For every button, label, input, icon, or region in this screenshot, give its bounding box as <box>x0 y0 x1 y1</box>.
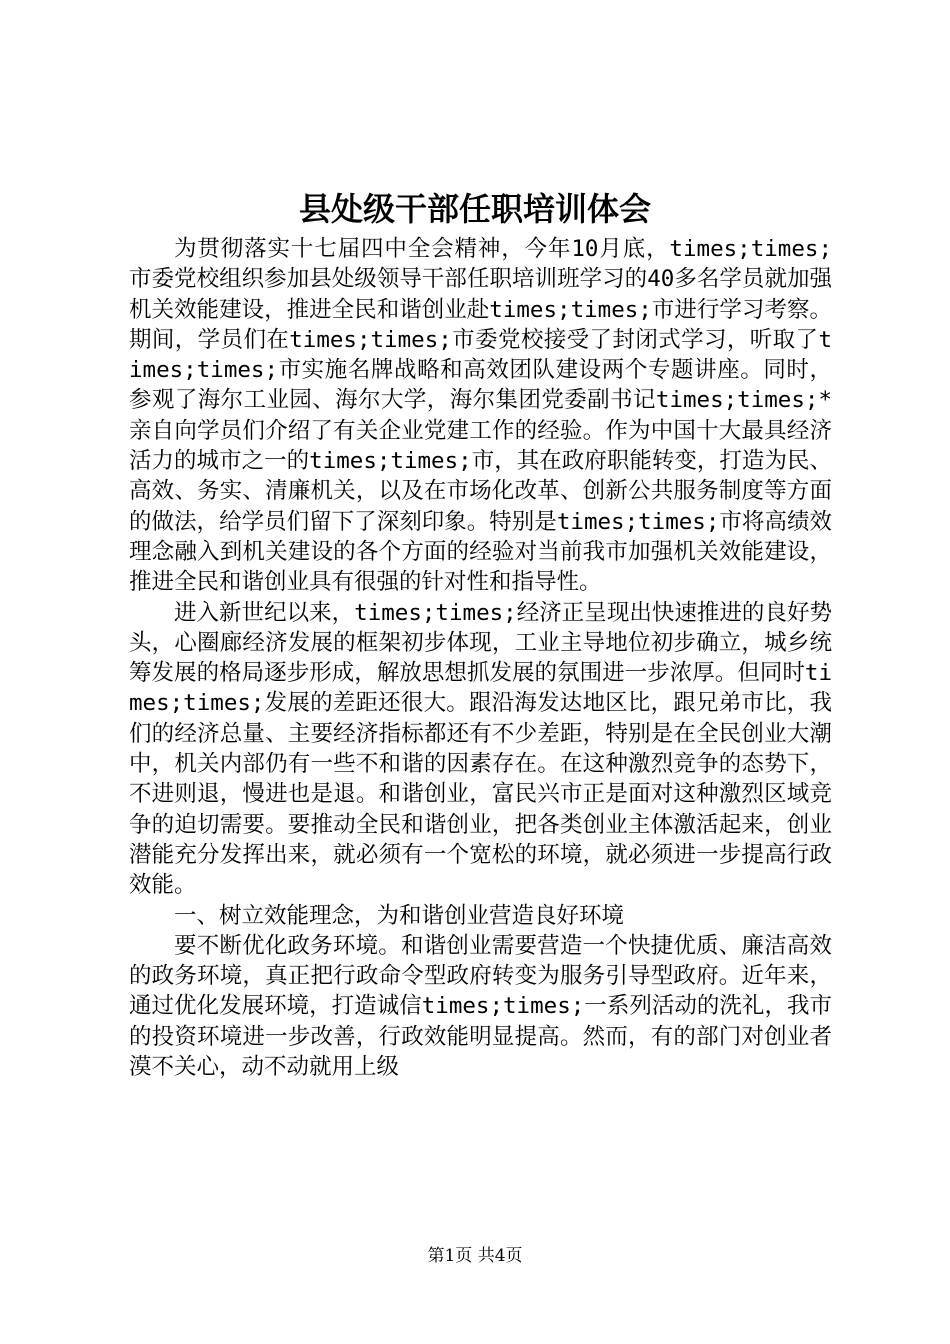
paragraph: 要不断优化政务环境。和谐创业需要营造一个快捷优质、廉洁高效的政务环境，真正把行政命令型政府转变为服务引导型政府。近年来，通过优化发展环境，打造诚信times;times;一系列活动的洗礼，我市的投资环境进一步改善，行政效能明显提高。然而，有的部门对创业者漠不关心，动不动就用上级 <box>129 932 832 1081</box>
paragraph: 进入新世纪以来，times;times;经济正呈现出快速推进的良好势头，心圈廊经济发展的框架初步体现，工业主导地位初步确立，城乡统筹发展的格局逐步形成，解放思想抓发展的氛围进一步浓厚。但同时times;times;发展的差距还很大。跟沿海发达地区比，跟兄弟市比，我们的经济总量、主要经济指标都还有不少差距，特别是在全民创业大潮中，机关内部仍有一些不和谐的因素存在。在这种激烈竞争的态势下，不进则退，慢进也是退。和谐创业，富民兴市正是面对这种激烈区域竞争的迫切需要。要推动全民和谐创业，把各类创业主体激活起来，创业潜能充分发挥出来，就必须有一个宽松的环境，就必须进一步提高行政效能。 <box>129 599 832 899</box>
page-number: 第1页 共4页 <box>427 1246 523 1266</box>
document-body <box>129 234 832 1082</box>
document-title: 县处级干部任职培训体会 <box>298 190 651 228</box>
paragraph: 为贯彻落实十七届四中全会精神，今年10月底，times;times;市委党校组织参加县处级领导干部任职培训班学习的40多名学员就加强机关效能建设，推进全民和谐创业赴times;times;市进行学习考察。期间，学员们在times;times;市委党校接受了封闭式学习，听取了times;times;市实施名牌战略和高效团队建设两个专题讲座。同时，参观了海尔工业园、海尔大学，海尔集团党委副书记times;times;*亲自向学员们介绍了有关企业党建工作的经验。作为中国十大最具经济活力的城市之一的times;times;市，其在政府职能转变，打造为民、高效、务实、清廉机关，以及在市场化改革、创新公共服务制度等方面的做法，给学员们留下了深刻印象。特别是times;times;市将高绩效理念融入到机关建设的各个方面的经验对当前我市加强机关效能建设，推进全民和谐创业具有很强的针对性和指导性。 <box>129 236 832 596</box>
section-heading: 一、树立效能理念，为和谐创业营造良好环境 <box>174 902 625 929</box>
